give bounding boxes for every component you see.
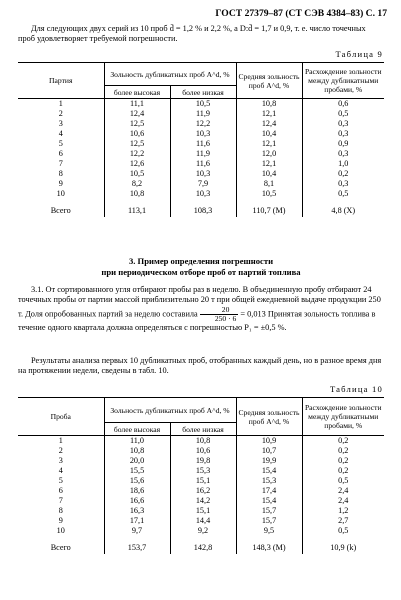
- t9-cell-diff: 0,2: [302, 169, 384, 179]
- t9-cell-diff: 0,9: [302, 139, 384, 149]
- t10-cell-diff: 0,2: [302, 436, 384, 447]
- t10-cell-mean: 10,7: [236, 446, 302, 456]
- t9-cell-diff: 0,5: [302, 189, 384, 199]
- t9-cell-mean: 12,1: [236, 139, 302, 149]
- t10-cell-id: 1: [18, 436, 104, 447]
- t10-cell-low: 10,8: [195, 436, 211, 445]
- t10-row: [18, 506, 384, 516]
- t9-cell-high: 8,2: [104, 179, 170, 189]
- t9-cell-mean: 12,1: [236, 109, 302, 119]
- t9-cell-high: 10,8: [104, 189, 170, 199]
- t9-cell-diff: 0,3: [302, 149, 384, 159]
- t9-cell-low: 7,9: [197, 179, 209, 188]
- t9-header-diff: Расхождение зольности между дубликатными пробами, %: [302, 63, 384, 99]
- t10-header-sample: Проба: [18, 398, 104, 436]
- t9-row: [18, 119, 384, 129]
- t9-cell-low: 10,3: [195, 169, 211, 178]
- t10-cell-diff: 1,2: [302, 506, 384, 516]
- section-3-title: [18, 256, 384, 277]
- t9-row: [18, 189, 384, 199]
- t9-row: [18, 179, 384, 189]
- t9-cell-high: 12,5: [104, 139, 170, 149]
- t9-total-mean: 110,7 (M): [236, 205, 302, 217]
- t9-header-party: Партия: [18, 63, 104, 99]
- t9-cell-mean: 10,4: [236, 129, 302, 139]
- t10-row: [18, 526, 384, 536]
- t10-cell-low: 16,2: [195, 486, 211, 495]
- t10-total-low: 142,8: [193, 543, 213, 552]
- t10-row: [18, 516, 384, 526]
- t9-cell-id: 9: [18, 179, 104, 189]
- t10-cell-diff: 0,5: [302, 476, 384, 486]
- t10-cell-id: 2: [18, 446, 104, 456]
- t9-cell-low: 12,2: [195, 119, 211, 128]
- t10-cell-id: 10: [18, 526, 104, 536]
- t9-cell-mean: 10,4: [236, 169, 302, 179]
- t10-cell-high: 18,6: [104, 486, 170, 496]
- t10-cell-mean: 9,5: [236, 526, 302, 536]
- section-3-p1-text: 3.1. От сортированного угля отбирают пробы раз в неделю. В объединенную пробу отбирают 24 точечных пробы от партии массой приблизительно 20 т при общей ежедневной выдаче продукции 250 т. Доля опробованных партий за неделю составила: [18, 285, 381, 319]
- t10-cell-diff: 0,2: [302, 456, 384, 466]
- t9-cell-high: 10,6: [104, 129, 170, 139]
- t9-row: [18, 109, 384, 119]
- t10-total-mean: 148,3 (M): [236, 542, 302, 554]
- t9-row: [18, 169, 384, 179]
- t9-cell-id: 5: [18, 139, 104, 149]
- t9-cell-diff: 1,0: [302, 159, 384, 169]
- t10-row: [18, 446, 384, 456]
- table-9: [18, 62, 384, 217]
- t9-cell-diff: 0,5: [302, 109, 384, 119]
- fraction-denominator: 250 · 6: [214, 313, 237, 323]
- t9-cell-mean: 8,1: [236, 179, 302, 189]
- t10-cell-id: 3: [18, 456, 104, 466]
- t10-header-ash-group: Зольность дубликатных проб A^d, %: [104, 398, 236, 423]
- section-3-paragraph-2: Результаты анализа первых 10 дубликатных проб, отобранных каждый день, но в разное время дня на протяжении недели, сведены в табл. 10.: [18, 356, 382, 376]
- intro-paragraph: Для следующих двух серий из 10 проб d̄ = 1,2 % и 2,2 %, а D:d̄ = 1,7 и 0,9, т. е. число точечных проб удовлетворяет требуемой погрешности.: [18, 24, 366, 44]
- t10-cell-low: 10,6: [195, 446, 211, 455]
- t10-cell-diff: 0,2: [302, 466, 384, 476]
- t9-cell-id: 2: [18, 109, 104, 119]
- t9-total-low: 108,3: [193, 206, 213, 215]
- t9-total-label: Всего: [18, 205, 104, 217]
- t9-row: [18, 99, 384, 110]
- t9-cell-diff: 0,3: [302, 179, 384, 189]
- t9-cell-low: 11,9: [195, 109, 211, 118]
- t10-cell-diff: 2,4: [302, 486, 384, 496]
- t10-cell-diff: 0,2: [302, 446, 384, 456]
- t9-cell-mean: 12,4: [236, 119, 302, 129]
- page-header: ГОСТ 27379–87 (СТ СЭВ 4384–83) С. 17: [215, 8, 387, 19]
- t9-cell-mean: 10,5: [236, 189, 302, 199]
- t10-header-high: более высокая: [104, 423, 170, 436]
- t10-cell-id: 6: [18, 486, 104, 496]
- fraction-numerator: 20: [200, 306, 239, 315]
- t10-row: [18, 496, 384, 506]
- t10-cell-id: 4: [18, 466, 104, 476]
- t10-cell-low: 19,8: [195, 456, 211, 465]
- t9-cell-high: 12,2: [104, 149, 170, 159]
- section-3-paragraph-1: [18, 285, 384, 333]
- t10-cell-low: 14,2: [195, 496, 211, 505]
- t10-cell-mean: 15,4: [236, 466, 302, 476]
- section-3-title-line1: 3. Пример определения погрешности: [128, 256, 274, 266]
- section-3-p1-tail: = 0,013 Принятая зольность топлива в течение одного квартала должна определяться с погрешностью P₁ = ±0,5 %.: [18, 309, 376, 332]
- t10-row: [18, 476, 384, 486]
- t10-cell-low: 9,2: [197, 526, 209, 535]
- t10-cell-low: 15,3: [195, 466, 211, 475]
- t10-row: [18, 456, 384, 466]
- t9-cell-low: 10,3: [195, 189, 211, 198]
- table-10: [18, 397, 384, 554]
- sample-share-fraction: [200, 306, 239, 323]
- t9-cell-id: 10: [18, 189, 104, 199]
- t10-cell-id: 9: [18, 516, 104, 526]
- t9-header-ash-group: Зольность дубликатных проб A^d, %: [104, 63, 236, 86]
- t10-cell-id: 7: [18, 496, 104, 506]
- t10-cell-high: 10,8: [104, 446, 170, 456]
- t10-cell-mean: 10,9: [236, 436, 302, 447]
- t9-cell-low: 11,6: [195, 159, 211, 168]
- t10-total-high: 153,7: [104, 542, 170, 554]
- t10-cell-mean: 15,4: [236, 496, 302, 506]
- t10-cell-low: 15,1: [195, 476, 211, 485]
- t10-cell-diff: 2,7: [302, 516, 384, 526]
- t9-cell-id: 6: [18, 149, 104, 159]
- t9-header-low: более низкая: [170, 86, 236, 99]
- t9-header-mean: Средняя зольность проб A^d, %: [236, 63, 302, 99]
- t10-row: [18, 436, 384, 447]
- t9-cell-id: 3: [18, 119, 104, 129]
- t9-cell-high: 12,6: [104, 159, 170, 169]
- t9-header-high: более высокая: [104, 86, 170, 99]
- table-10-label: Таблица 10: [329, 384, 383, 394]
- t10-cell-high: 17,1: [104, 516, 170, 526]
- t10-cell-id: 5: [18, 476, 104, 486]
- t10-cell-high: 15,5: [104, 466, 170, 476]
- t10-total-row: [18, 542, 384, 554]
- t9-total-high: 113,1: [104, 205, 170, 217]
- t10-cell-mean: 15,7: [236, 506, 302, 516]
- t10-cell-high: 16,6: [104, 496, 170, 506]
- t9-cell-low: 10,5: [195, 99, 211, 108]
- t9-row: [18, 149, 384, 159]
- t10-cell-low: 14,4: [195, 516, 211, 525]
- t9-cell-high: 12,5: [104, 119, 170, 129]
- t9-cell-low: 11,9: [195, 149, 211, 158]
- t10-cell-mean: 15,3: [236, 476, 302, 486]
- table-9-label: Таблица 9: [335, 49, 383, 59]
- t10-cell-diff: 0,5: [302, 526, 384, 536]
- t9-cell-low: 10,3: [195, 129, 211, 138]
- t9-cell-high: 10,5: [104, 169, 170, 179]
- t9-cell-diff: 0,3: [302, 119, 384, 129]
- t9-row: [18, 159, 384, 169]
- t9-cell-id: 7: [18, 159, 104, 169]
- t10-header-diff: Расхождение зольности между дубликатными пробами, %: [302, 398, 384, 436]
- t9-cell-high: 11,1: [104, 99, 170, 110]
- t10-cell-high: 20,0: [104, 456, 170, 466]
- t10-row: [18, 466, 384, 476]
- t9-cell-high: 12,4: [104, 109, 170, 119]
- t9-row: [18, 139, 384, 149]
- t10-cell-id: 8: [18, 506, 104, 516]
- t9-cell-mean: 10,8: [236, 99, 302, 110]
- t10-cell-mean: 19,9: [236, 456, 302, 466]
- t10-cell-high: 11,0: [104, 436, 170, 447]
- t9-total-row: [18, 205, 384, 217]
- t9-cell-id: 4: [18, 129, 104, 139]
- t10-cell-high: 9,7: [104, 526, 170, 536]
- section-3-title-line2: при периодическом отборе проб от партий топлива: [101, 266, 301, 277]
- t9-cell-mean: 12,0: [236, 149, 302, 159]
- t10-cell-high: 16,3: [104, 506, 170, 516]
- t10-cell-diff: 2,4: [302, 496, 384, 506]
- t10-cell-mean: 15,7: [236, 516, 302, 526]
- t10-total-label: Всего: [18, 542, 104, 554]
- t9-cell-id: 1: [18, 99, 104, 110]
- t10-cell-mean: 17,4: [236, 486, 302, 496]
- t9-cell-diff: 0,6: [302, 99, 384, 110]
- t10-cell-low: 15,1: [195, 506, 211, 515]
- t10-total-diff: 10,9 (k): [302, 542, 384, 554]
- t9-cell-low: 11,6: [195, 139, 211, 148]
- t10-header-low: более низкая: [170, 423, 236, 436]
- t10-cell-high: 15,6: [104, 476, 170, 486]
- t9-total-diff: 4,8 (X): [302, 205, 384, 217]
- t9-row: [18, 129, 384, 139]
- t9-cell-id: 8: [18, 169, 104, 179]
- t9-cell-diff: 0,3: [302, 129, 384, 139]
- t10-header-mean: Средняя зольность проб A^d, %: [236, 398, 302, 436]
- t10-row: [18, 486, 384, 496]
- t9-cell-mean: 12,1: [236, 159, 302, 169]
